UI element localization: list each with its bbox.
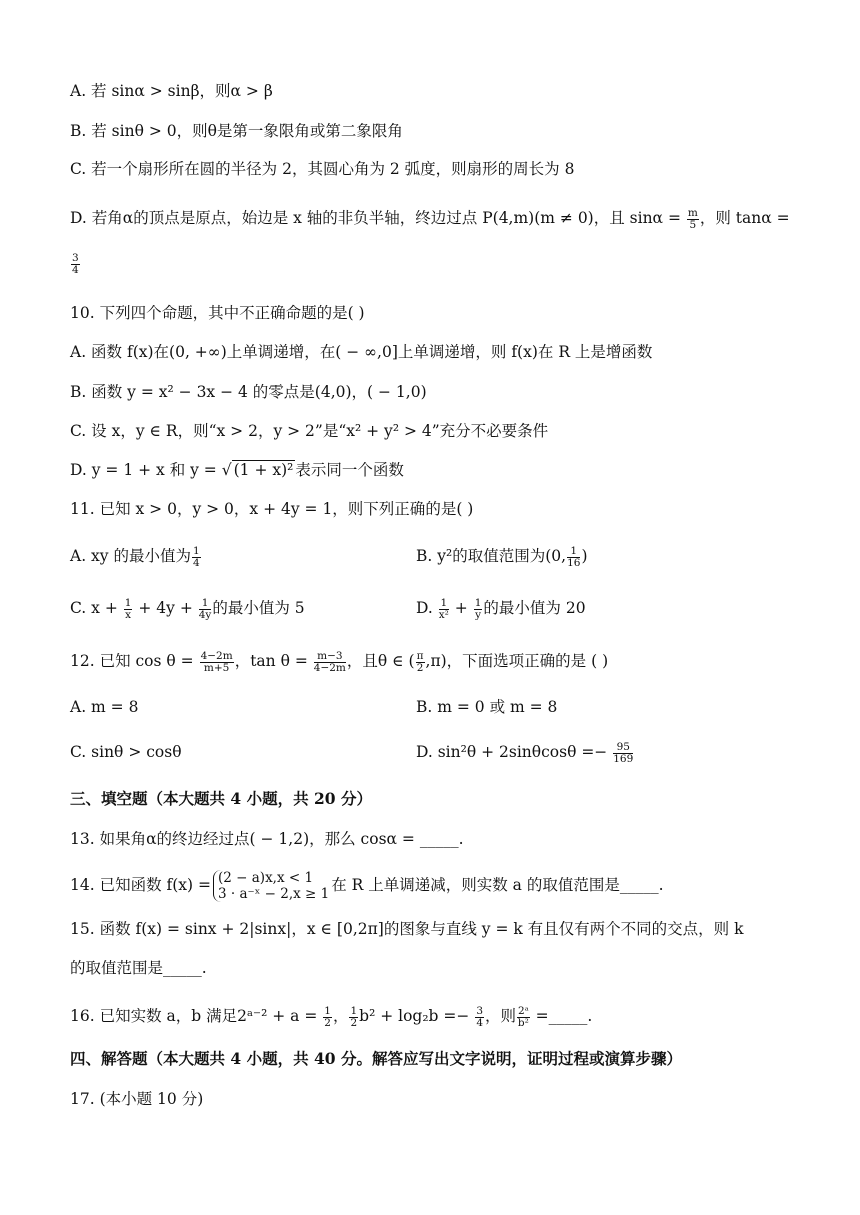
- q10-stem: 10. 下列四个命题，其中不正确命题的是( ): [70, 304, 365, 322]
- section-heading-fill-in: 三、填空题（本大题共 4 小题，共 20 分）: [70, 789, 372, 808]
- q10-option-d-text: D. y = 1 + x 和 y =: [70, 461, 222, 479]
- q11-option-c: C. x + $\frac{1}{x}$ + 4y + $\frac{1}{4y}$ 的最小值为 5: [70, 596, 305, 621]
- q9-option-d-answer: [70, 252, 820, 276]
- q12-option-a: A. m = 8: [70, 698, 139, 716]
- q9-option-d-text: D. 若角α的顶点是原点，始边是 x 轴的非负半轴，终边过点 P(4,m)(m ≠ 0)，且 sinα =: [70, 209, 686, 227]
- q11-stem: 11. 已知 x > 0，y > 0，x + 4y = 1，则下列正确的是( ): [70, 500, 474, 518]
- q11-options-row2: [70, 597, 820, 621]
- q9-option-c: C. 若一个扇形所在圆的半径为 2，其圆心角为 2 弧度，则扇形的周长为 8: [70, 160, 575, 178]
- q10-option-d-text-end: 表示同一个函数: [295, 461, 404, 479]
- q9-option-a: A. 若 sinα > sinβ，则α > β: [70, 82, 273, 100]
- q9-option-b: B. 若 sinθ > 0，则θ是第一象限角或第二象限角: [70, 122, 403, 140]
- q12-option-d: D. sin²θ + 2sinθcosθ =− $\frac{95}{169}$: [416, 740, 634, 765]
- q12-options-row1: [70, 696, 820, 718]
- q10-option-b: B. 函数 y = x² − 3x − 4 的零点是(4,0)，( − 1,0): [70, 383, 427, 401]
- q16: 16. 已知实数 a，b 满足2ᵃ⁻² + a = $\frac{1}{2}$ ， $\frac{1}{2}$ b² + log₂b =− $\frac{3}{4}$ ，则 $\frac{\text{2ᵃ}}{\text{b²}}$ =_____.: [70, 1004, 593, 1029]
- sqrt-expression: (1 + x)²: [233, 461, 294, 479]
- q9-option-d-answer-fraction: $\frac{3}{4}$: [72, 251, 79, 276]
- q9-option-d-fraction: $\frac{m}{5}$: [687, 206, 698, 231]
- q15-line2: 的取值范围是_____.: [70, 959, 207, 977]
- q17: 17. (本小题 10 分): [70, 1090, 204, 1108]
- q10-option-c: C. 设 x，y ∈ R，则“x > 2，y > 2”是“x² + y² > 4”充分不必要条件: [70, 422, 549, 440]
- q9-option-d: [70, 207, 820, 231]
- q11-options-row1: [70, 545, 820, 569]
- q10-option-d: D. y = 1 + x 和 y = √ (1 + x)² 表示同一个函数: [70, 461, 404, 479]
- q11-option-d: D. $\frac{1}{\text{x²}}$ + $\frac{1}{y}$ 的最小值为 20: [416, 596, 586, 621]
- q14: 14. 已知函数 f(x) = (2 − a)x,x < 1 3 · a⁻ˣ − 2,x ≥ 1 在 R 上单调递减，则实数 a 的取值范围是_____.: [70, 870, 664, 902]
- q11-option-b: B. y²的取值范围为(0, $\frac{1}{16}$ ): [416, 544, 588, 569]
- q9-option-d-text-end: ，则 tanα =: [699, 209, 790, 227]
- section-heading-solutions: 四、解答题（本大题共 4 小题，共 40 分。解答应写出文字说明，证明过程或演算步骤）: [70, 1049, 682, 1068]
- q12-option-b: B. m = 0 或 m = 8: [416, 698, 558, 716]
- q12-option-c: C. sinθ > cosθ: [70, 743, 182, 761]
- q10-option-a: A. 函数 f(x)在(0, +∞)上单调递增，在( − ∞,0]上单调递增，则 f(x)在 R 上是增函数: [70, 343, 653, 361]
- q12-options-row2: [70, 741, 820, 763]
- piecewise-function: (2 − a)x,x < 1 3 · a⁻ˣ − 2,x ≥ 1: [213, 870, 329, 902]
- q11-option-a: A. xy 的最小值为 $\frac{1}{4}$: [70, 544, 200, 569]
- q15-line1: 15. 函数 f(x) = sinx + 2|sinx|，x ∈ [0,2π]的图象与直线 y = k 有且仅有两个不同的交点，则 k: [70, 920, 744, 938]
- q13: 13. 如果角α的终边经过点( − 1,2)，那么 cosα = _____.: [70, 830, 464, 848]
- q12-stem: 12. 已知 cos θ = $\frac{4-2m}{m+5}$ ，tan θ = $\frac{m-3}{4-2m}$ ，且θ ∈ ( $\frac{\pi}{2}$ ,π)，下面选项正确的是 ( ): [70, 649, 609, 674]
